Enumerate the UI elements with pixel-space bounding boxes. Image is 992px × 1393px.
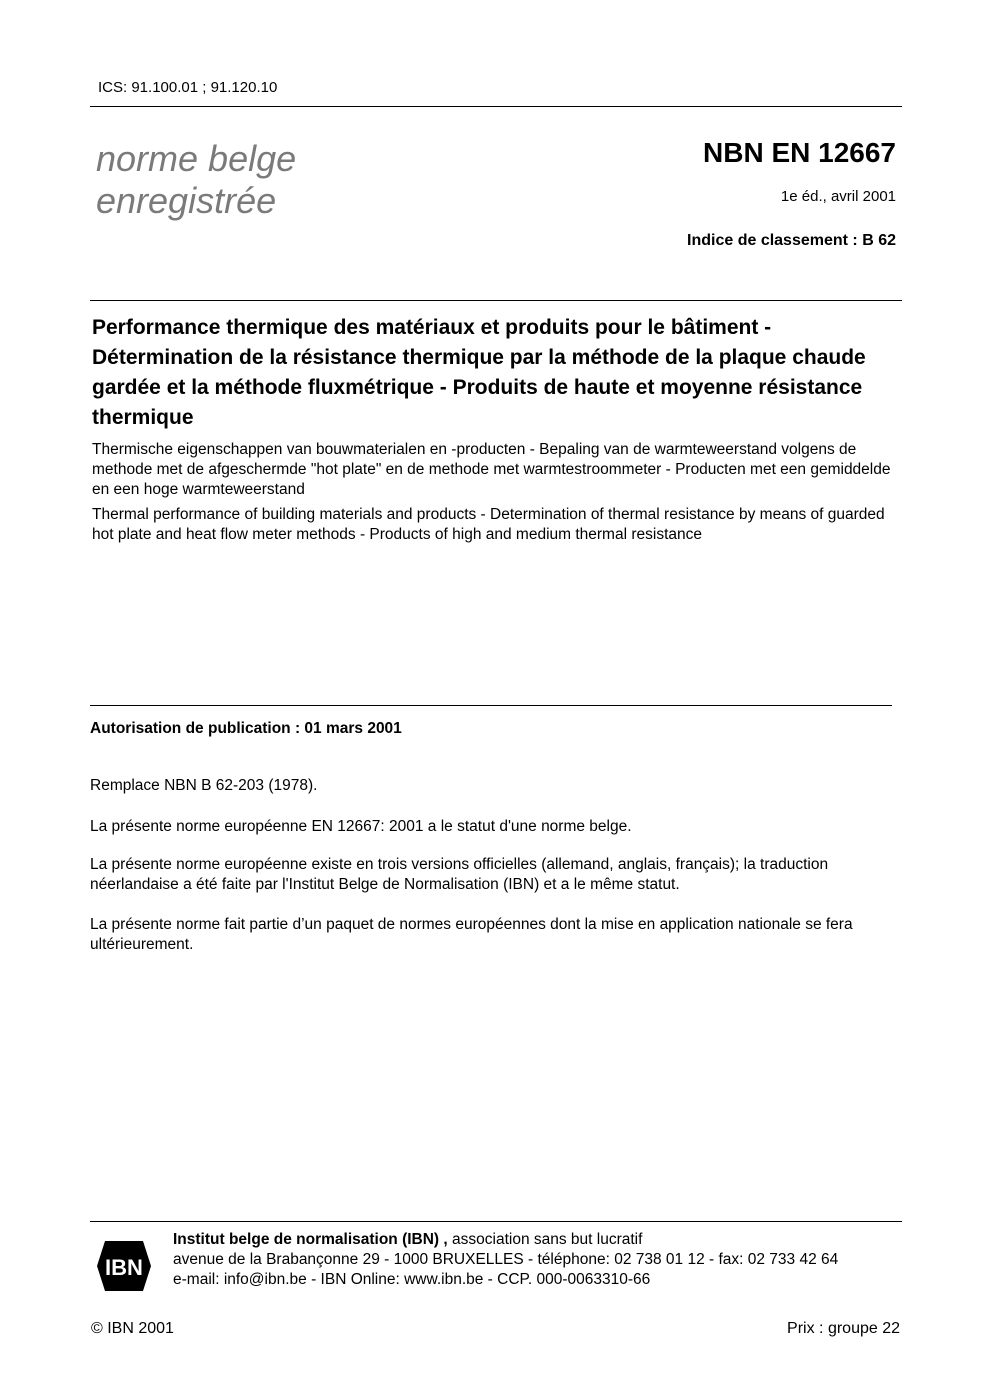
institute-type: association sans but lucratif (447, 1231, 643, 1248)
title-rule (90, 300, 902, 301)
brand-title (96, 138, 296, 222)
title-french: Performance thermique des matériaux et produits pour le bâtiment - Détermination de la résistance thermique par la méthode de la plaque chaude gardée et la méthode fluxmétrique - Produits de haute et moyenne résistance thermique (92, 316, 866, 429)
brand-line-1: norme belge (96, 138, 297, 179)
ics-codes: ICS: 91.100.01 ; 91.120.10 (98, 79, 278, 96)
title-dutch: Thermische eigenschappen van bouwmaterialen en -producten - Bepaling van de warmteweerstand volgens de methode met de afgeschermde "hot plate" en de methode met warmtestroommeter - Producten met een gemiddelde en een hoge warmteweerstand (92, 441, 891, 498)
header-rule (90, 106, 902, 107)
brand-line-2: enregistrée (96, 180, 277, 221)
publication-authorisation: Autorisation de publication : 01 mars 2001 (90, 720, 402, 737)
paragraph-replaces: Remplace NBN B 62-203 (1978). (90, 777, 318, 794)
svg-text:IBN: IBN (105, 1255, 143, 1280)
paragraph-status: La présente norme européenne EN 12667: 2001 a le statut d'une norme belge. (90, 818, 632, 835)
ibn-logo (95, 1237, 153, 1295)
paragraph-package: La présente norme fait partie d’un paquet de normes européennes dont la mise en application nationale se fera ultérieurement. (90, 916, 853, 953)
standard-number: NBN EN 12667 (703, 137, 896, 168)
title-english: Thermal performance of building materials and products - Determination of thermal resistance by means of guarded hot plate and heat flow meter methods - Products of high and medium thermal resistance (92, 506, 885, 543)
institute-contact: e-mail: info@ibn.be - IBN Online: www.ibn.be - CCP. 000-0063310-66 (173, 1271, 651, 1288)
institute-info (173, 1230, 903, 1290)
price-group: Prix : groupe 22 (787, 1320, 900, 1337)
classification-index: Indice de classement : B 62 (687, 232, 896, 249)
edition-date: 1e éd., avril 2001 (780, 188, 896, 205)
paragraph-versions: La présente norme européenne existe en trois versions officielles (allemand, anglais, français); la traduction néerlandaise a été faite par l'Institut Belge de Normalisation (IBN) et a le même statut. (90, 856, 829, 893)
copyright: © IBN 2001 (91, 1320, 174, 1337)
institute-address: avenue de la Brabançonne 29 - 1000 BRUXELLES - téléphone: 02 738 01 12 - fax: 02 733 42 64 (173, 1251, 839, 1268)
footer-rule (90, 1221, 902, 1222)
institute-name: Institut belge de normalisation (IBN) , (173, 1231, 448, 1248)
body-rule (90, 705, 892, 706)
